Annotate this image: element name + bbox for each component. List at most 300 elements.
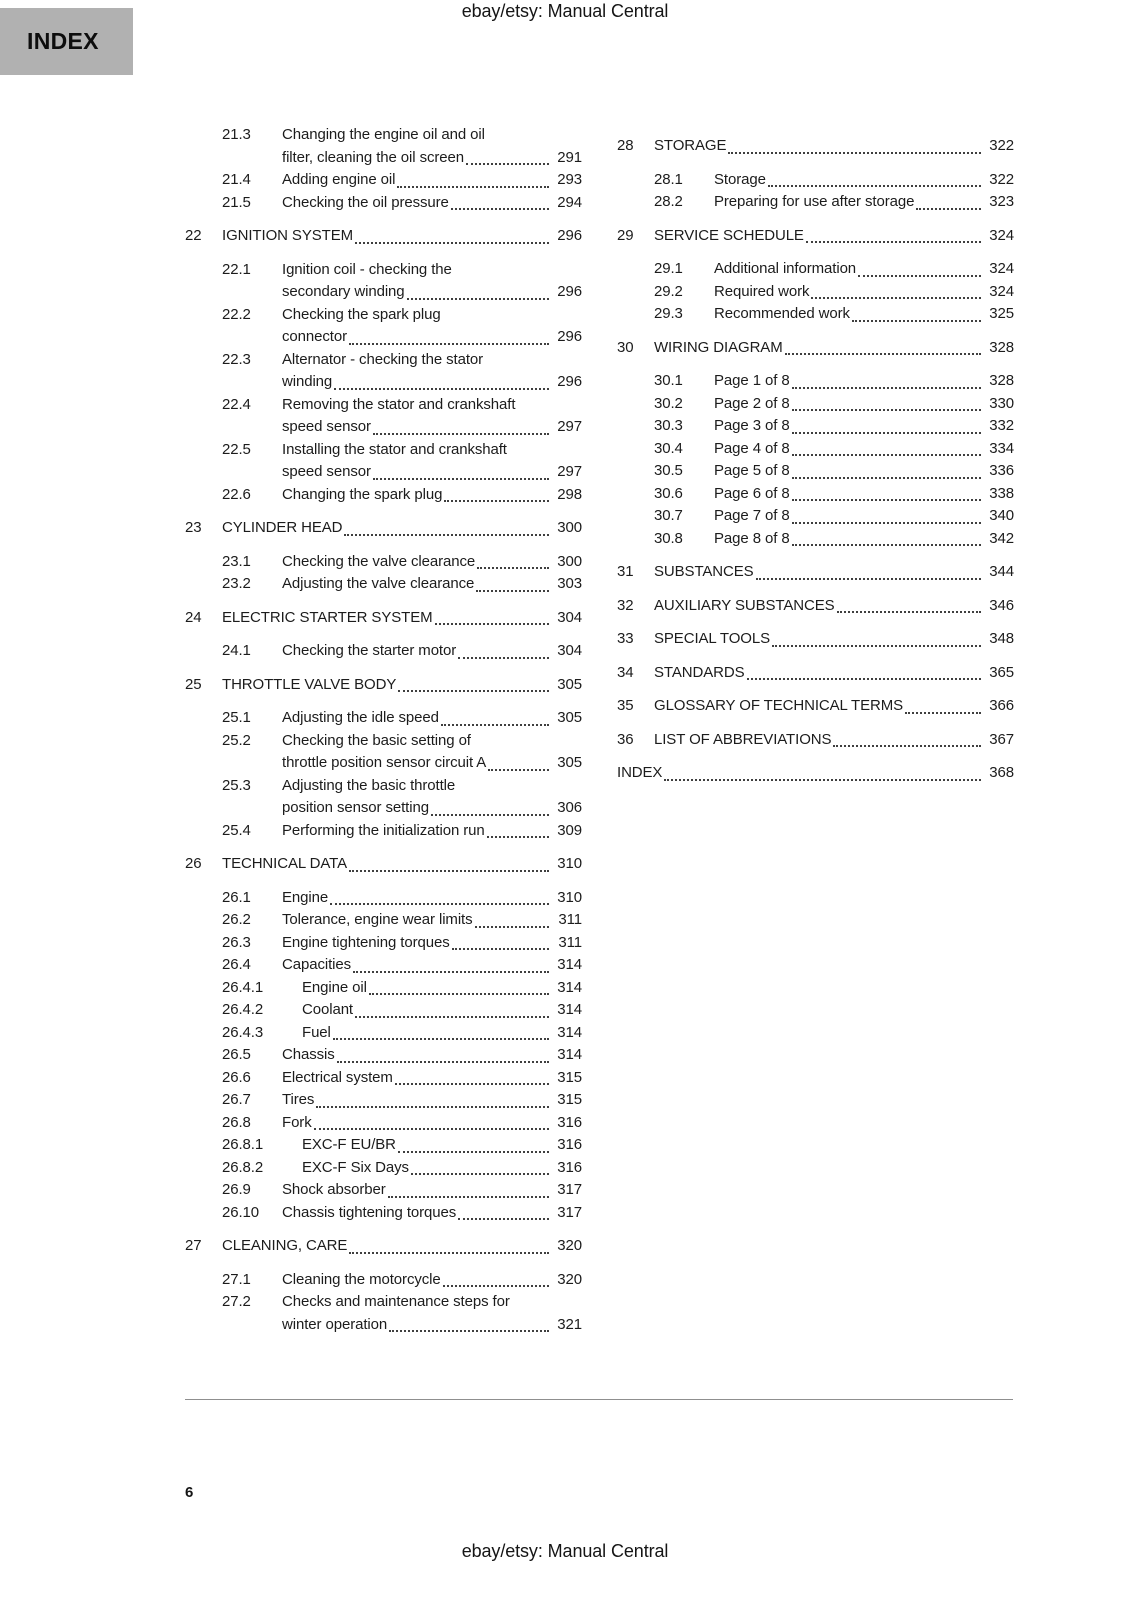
toc-entry-text: position sensor setting (282, 799, 429, 816)
toc-entry-lastline (282, 1067, 582, 1090)
toc-entry-lastline (282, 909, 582, 932)
toc-entry-body (282, 954, 582, 977)
toc-entry-row (185, 573, 582, 596)
toc-entry-page: 314 (557, 1046, 582, 1063)
toc-entry-body (654, 561, 1014, 584)
toc-entry-page: 297 (557, 418, 582, 435)
toc-entry-number: 27.2 (222, 1293, 251, 1310)
dot-leader (349, 870, 549, 872)
toc-entry-lastline (222, 1235, 582, 1258)
toc-entry-number: 26.4.1 (222, 978, 264, 996)
toc-entry-row (185, 484, 582, 507)
toc-entry-number: 26.4 (222, 956, 251, 973)
toc-entry-page: 328 (989, 372, 1014, 389)
toc-entry-text: Recommended work (714, 305, 850, 322)
toc-entry-page: 300 (557, 552, 582, 570)
toc-entry-lastline (714, 483, 1014, 506)
toc-entry-page: 321 (557, 1315, 582, 1333)
dot-leader (407, 298, 549, 300)
toc-entry-number: 26.10 (222, 1203, 260, 1221)
toc-entry-page: 293 (557, 171, 582, 188)
toc-entry-text: Adjusting the basic throttle (282, 776, 456, 794)
toc-entry-text: speed sensor (282, 463, 371, 480)
dot-leader (334, 388, 549, 390)
toc-entry-page: 332 (989, 417, 1014, 434)
dot-leader (476, 590, 549, 592)
toc-entry-row (185, 124, 582, 169)
toc-entry-number: 21.4 (222, 171, 251, 188)
toc-entry-number: 26.3 (222, 933, 251, 951)
dot-leader (397, 186, 549, 188)
toc-entry-row (185, 954, 582, 977)
dot-leader (452, 948, 549, 950)
toc-entry-text: connector (282, 328, 347, 345)
toc-entry-page: 314 (557, 1023, 582, 1041)
toc-entry-page: 368 (989, 764, 1014, 781)
toc-entry-number: 23 (185, 519, 202, 536)
toc-entry-text: winter operation (282, 1315, 388, 1333)
toc-entry-text: CYLINDER HEAD (222, 519, 343, 536)
toc-entry-lastline (654, 225, 1014, 248)
toc-entry-page: 316 (557, 1113, 582, 1131)
toc-entry-row (617, 303, 1014, 326)
toc-entry-body (654, 729, 1014, 752)
toc-entry-page: 300 (557, 519, 582, 536)
toc-entry-lastline (654, 628, 1014, 651)
toc-entry-page: 296 (557, 373, 582, 390)
toc-entry-row (185, 1202, 582, 1225)
toc-entry-number: 22.6 (222, 485, 251, 503)
toc-entry-page: 305 (557, 754, 582, 771)
toc-entry-lastline (282, 147, 582, 170)
toc-entry-body (282, 730, 582, 775)
toc-entry-number: 26.6 (222, 1068, 251, 1086)
toc-entry-body (222, 607, 582, 630)
dot-leader (395, 1083, 549, 1085)
dot-leader (768, 185, 981, 187)
toc-entry-page: 314 (557, 978, 582, 996)
dot-leader (792, 522, 981, 524)
toc-entry-body (222, 674, 582, 697)
toc-entry-body (282, 124, 582, 169)
toc-entry-number: 30.1 (654, 372, 683, 389)
dot-leader (314, 1128, 549, 1130)
toc-entry-lastline (617, 762, 1014, 785)
toc-entry-text: Required work (714, 282, 810, 300)
toc-entry-lastline (302, 999, 582, 1022)
page-header-title: ebay/etsy: Manual Central (461, 1, 669, 21)
dot-leader (785, 353, 981, 355)
toc-entry-lastline (222, 225, 582, 248)
toc-entry-lastline (282, 461, 582, 484)
toc-entry-text: Engine oil (302, 978, 367, 996)
toc-entry-row (185, 707, 582, 730)
toc-entry-body (282, 1157, 582, 1180)
toc-entry-lastline (302, 1022, 582, 1045)
toc-entry-body (282, 573, 582, 596)
toc-entry-number: 36 (617, 730, 634, 748)
toc-entry-lastline (714, 303, 1014, 326)
toc-entry-row (617, 393, 1014, 416)
toc-entry-page: 325 (989, 305, 1014, 322)
toc-entry-row (617, 528, 1014, 551)
dot-leader (337, 1061, 549, 1063)
toc-entry-body (282, 820, 582, 843)
toc-entry-lastline (302, 1157, 582, 1180)
toc-entry-number: 30.2 (654, 394, 683, 412)
toc-entry-body (654, 225, 1014, 248)
toc-entry-text: CLEANING, CARE (222, 1237, 348, 1254)
toc-entry-number: 26.9 (222, 1181, 251, 1198)
toc-entry-number: 34 (617, 663, 634, 681)
toc-chapter-row (617, 729, 1014, 752)
toc-entry-number: 27.1 (222, 1270, 251, 1288)
dot-leader (772, 645, 981, 647)
toc-entry-lastline (654, 135, 1014, 158)
toc-entry-text: STORAGE (654, 137, 727, 154)
toc-entry-text: STANDARDS (654, 663, 745, 681)
toc-entry-page: 336 (989, 462, 1014, 479)
toc-entry-lastline (714, 191, 1014, 214)
toc-entry-page: 314 (557, 956, 582, 973)
toc-entry-body (714, 258, 1014, 281)
toc-entry-text: Fuel (302, 1023, 331, 1041)
toc-entry-lastline (282, 326, 582, 349)
toc-entry-number: 25.3 (222, 776, 251, 794)
dot-leader (792, 544, 981, 546)
toc-entry-number: 30.8 (654, 529, 683, 547)
toc-entry-body (282, 932, 582, 955)
dot-leader (369, 993, 549, 995)
toc-entry-body (282, 1134, 582, 1157)
dot-leader (443, 1285, 549, 1287)
toc-entry-number: 25.4 (222, 821, 251, 839)
toc-entry-row (185, 640, 582, 663)
toc-entry-number: 30.5 (654, 462, 683, 479)
toc-entry-text: Installing the stator and crankshaft (282, 440, 507, 458)
toc-entry-number: 28.2 (654, 193, 683, 210)
toc-entry-body (282, 999, 582, 1022)
toc-entry-body (282, 1202, 582, 1225)
toc-entry-number: 25.2 (222, 731, 251, 749)
toc-entry-lastline (654, 695, 1014, 718)
toc-entry-text: Cleaning the motorcycle (282, 1270, 441, 1288)
dot-leader (373, 478, 549, 480)
toc-entry-text: INDEX (617, 764, 663, 781)
toc-entry-text: SERVICE SCHEDULE (654, 226, 804, 244)
toc-entry-text: Changing the engine oil and oil (282, 126, 485, 143)
toc-entry-row (185, 1291, 582, 1336)
toc-entry-lastline (714, 370, 1014, 393)
footer-divider (185, 1399, 1013, 1400)
toc-entry-lastline (302, 1134, 582, 1157)
toc-entry-page: 305 (557, 675, 582, 693)
toc-entry-number: 29.3 (654, 305, 683, 322)
toc-entry-text: Performing the initialization run (282, 821, 485, 839)
toc-entry-number: 21.5 (222, 193, 251, 211)
toc-entry-body (654, 337, 1014, 360)
toc-entry-row (185, 1134, 582, 1157)
toc-entry-number: 32 (617, 596, 634, 614)
toc-entry-lastline (282, 752, 582, 775)
toc-entry-page: 305 (557, 709, 582, 726)
toc-entry-text: Alternator - checking the stator (282, 350, 484, 368)
toc-entry-page: 328 (989, 338, 1014, 356)
toc-entry-number: 31 (617, 563, 634, 580)
toc-entry-lastline (282, 820, 582, 843)
toc-entry-lastline (714, 505, 1014, 528)
toc-entry-row (617, 281, 1014, 304)
toc-entry-lastline (222, 607, 582, 630)
toc-entry-body (714, 415, 1014, 438)
toc-entry-text: Tolerance, engine wear limits (282, 911, 473, 928)
toc-entry-body (714, 169, 1014, 192)
toc-entry-number: 35 (617, 697, 634, 714)
toc-chapter-row (185, 607, 582, 630)
toc-entry-page: 303 (557, 575, 582, 592)
toc-entry-text: Checking the starter motor (282, 642, 457, 659)
toc-chapter-row (617, 337, 1014, 360)
toc-entry-page: 324 (989, 260, 1014, 277)
toc-entry-row (185, 1269, 582, 1292)
toc-entry-row (617, 483, 1014, 506)
toc-entry-lastline (282, 416, 582, 439)
toc-entry-body (617, 762, 1014, 785)
toc-entry-row (617, 370, 1014, 393)
toc-entry-row (185, 349, 582, 394)
toc-entry-row (185, 932, 582, 955)
toc-entry-number: 30 (617, 338, 634, 356)
toc-entry-body (282, 169, 582, 192)
dot-leader (435, 623, 549, 625)
toc-entry-number: 22.4 (222, 395, 251, 413)
toc-entry-text: Engine (282, 888, 329, 906)
toc-entry-number: 27 (185, 1237, 202, 1254)
toc-column-right (617, 124, 1014, 796)
toc-entry-text: AUXILIARY SUBSTANCES (654, 596, 835, 614)
toc-entry-lastline (714, 393, 1014, 416)
dot-leader (388, 1196, 549, 1198)
toc-entry-page: 324 (989, 226, 1014, 244)
toc-entry-lastline (714, 415, 1014, 438)
toc-entry-lastline (282, 1044, 582, 1067)
toc-entry-text: Page 7 of 8 (714, 507, 790, 524)
toc-entry-lastline (222, 853, 582, 876)
toc-entry-lastline (282, 954, 582, 977)
toc-entry-page: 348 (989, 630, 1014, 647)
toc-entry-number: 22 (185, 227, 202, 244)
index-tab (0, 8, 133, 75)
toc-entry-number: 28 (617, 137, 634, 154)
toc-entry-row (617, 258, 1014, 281)
toc-entry-number: 29 (617, 226, 634, 244)
dot-leader (349, 343, 549, 345)
toc-entry-text: Checking the spark plug (282, 305, 441, 323)
toc-entry-text: speed sensor (282, 418, 371, 435)
toc-entry-text: Checking the oil pressure (282, 193, 449, 211)
toc-entry-body (282, 909, 582, 932)
toc-entry-text: Chassis (282, 1046, 335, 1063)
toc-entry-lastline (282, 573, 582, 596)
toc-entry-page: 315 (557, 1068, 582, 1086)
toc-entry-row (185, 169, 582, 192)
toc-entry-row (617, 169, 1014, 192)
toc-entry-page: 309 (557, 821, 582, 839)
dot-leader (756, 578, 981, 580)
dot-leader (792, 387, 981, 389)
toc-entry-lastline (282, 707, 582, 730)
dot-leader (398, 1151, 549, 1153)
toc-entry-body (654, 135, 1014, 158)
toc-entry-lastline (714, 528, 1014, 551)
dot-leader (431, 814, 549, 816)
toc-chapter-row (185, 853, 582, 876)
toc-entry-page: 367 (989, 730, 1014, 748)
toc-entry-row (617, 191, 1014, 214)
toc-entry-page: 317 (557, 1181, 582, 1198)
toc-entry-page: 338 (989, 484, 1014, 502)
toc-entry-number: 29.2 (654, 282, 683, 300)
toc-entry-body (714, 460, 1014, 483)
toc-entry-page: 296 (557, 227, 582, 244)
toc-entry-number: 26.8.1 (222, 1136, 264, 1153)
toc-chapter-row (617, 135, 1014, 158)
toc-entry-body (282, 394, 582, 439)
toc-entry-number: 24.1 (222, 642, 251, 659)
toc-entry-body (714, 505, 1014, 528)
toc-entry-row (185, 439, 582, 484)
toc-entry-page: 310 (557, 855, 582, 872)
toc-chapter-row (185, 225, 582, 248)
toc-entry-body (282, 977, 582, 1000)
toc-entry-page: 334 (989, 439, 1014, 457)
toc-entry-lastline (282, 1179, 582, 1202)
toc-entry-page: 323 (989, 193, 1014, 210)
toc-entry-body (222, 517, 582, 540)
dot-leader (792, 499, 981, 501)
toc-entry-body (714, 370, 1014, 393)
toc-entry-number: 24 (185, 608, 202, 626)
toc-entry-body (282, 349, 582, 394)
toc-entry-row (617, 415, 1014, 438)
dot-leader (837, 611, 981, 613)
dot-leader (466, 163, 549, 165)
toc-entry-text: Page 5 of 8 (714, 462, 790, 479)
toc-entry-page: 342 (989, 529, 1014, 547)
dot-leader (806, 241, 981, 243)
dot-leader (792, 454, 981, 456)
toc-entry-text: Ignition coil - checking the (282, 260, 452, 278)
toc-entry-number: 26 (185, 855, 202, 872)
toc-entry-page: 296 (557, 283, 582, 300)
toc-entry-text: Tires (282, 1091, 315, 1108)
toc-chapter-row (185, 1235, 582, 1258)
toc-entry-text: Storage (714, 170, 766, 188)
toc-entry-row (185, 551, 582, 574)
toc-entry-body (714, 438, 1014, 461)
toc-entry-lastline (714, 258, 1014, 281)
toc-entry-page: 346 (989, 596, 1014, 614)
toc-entry-text: Page 2 of 8 (714, 394, 790, 412)
toc-entry-number: 26.8 (222, 1113, 251, 1131)
toc-entry-lastline (654, 595, 1014, 618)
toc-entry-number: 25 (185, 675, 202, 693)
toc-entry-page: 310 (557, 888, 582, 906)
toc-entry-number: 23.1 (222, 552, 251, 570)
toc-entry-lastline (282, 932, 582, 955)
toc-entry-body (282, 1044, 582, 1067)
toc-entry-body (282, 1179, 582, 1202)
toc-entry-body (282, 484, 582, 507)
toc-entry-text: TECHNICAL DATA (222, 855, 348, 872)
toc-entry-lastline (654, 729, 1014, 752)
toc-entry-text: Page 4 of 8 (714, 439, 790, 457)
toc-entry-page: 344 (989, 563, 1014, 580)
toc-entry-text: Electrical system (282, 1068, 393, 1086)
dot-leader (411, 1173, 549, 1175)
toc-entry-text: Shock absorber (282, 1181, 386, 1198)
toc-entry-page: 320 (557, 1237, 582, 1254)
toc-entry-text: EXC-F Six Days (302, 1158, 409, 1176)
toc-entry-page: 291 (557, 148, 582, 166)
dot-leader (487, 836, 549, 838)
dot-leader (833, 745, 981, 747)
toc-entry-text: ELECTRIC STARTER SYSTEM (222, 608, 433, 626)
toc-chapter-row (185, 517, 582, 540)
toc-entry-page: 322 (989, 170, 1014, 188)
toc-entry-row (185, 304, 582, 349)
toc-entry-text: Changing the spark plug (282, 485, 443, 503)
toc-entry-body (714, 393, 1014, 416)
dot-leader (458, 1218, 549, 1220)
toc-entry-number: 26.5 (222, 1046, 251, 1063)
toc-entry-page: 297 (557, 463, 582, 480)
toc-entry-row (185, 977, 582, 1000)
toc-chapter-row (617, 225, 1014, 248)
toc-entry-body (282, 1112, 582, 1135)
toc-entry-lastline (282, 371, 582, 394)
toc-entry-page: 304 (557, 642, 582, 659)
toc-entry-text: Chassis tightening torques (282, 1203, 457, 1221)
toc-entry-row (185, 1044, 582, 1067)
toc-entry-text: Page 6 of 8 (714, 484, 790, 502)
toc-entry-lastline (282, 1269, 582, 1292)
toc-entry-text: Page 1 of 8 (714, 372, 790, 389)
toc-entry-page: 320 (557, 1270, 582, 1288)
toc-entry-body (282, 640, 582, 663)
toc-entry-page: 296 (557, 328, 582, 345)
dot-leader (355, 1016, 549, 1018)
toc-entry-text: Checking the valve clearance (282, 552, 476, 570)
toc-entry-page: 324 (989, 282, 1014, 300)
toc-entry-body (282, 1022, 582, 1045)
toc-entry-row (185, 820, 582, 843)
toc-entry-row (185, 1067, 582, 1090)
toc-entry-body (282, 259, 582, 304)
toc-entry-page: 340 (989, 507, 1014, 524)
dot-leader (373, 433, 549, 435)
toc-entry-row (617, 460, 1014, 483)
toc-entry-lastline (282, 551, 582, 574)
toc-entry-body (282, 887, 582, 910)
toc-entry-text: Engine tightening torques (282, 933, 450, 951)
toc-entry-body (282, 1269, 582, 1292)
toc-entry-text: Removing the stator and crankshaft (282, 395, 516, 413)
toc-entry-page: 365 (989, 663, 1014, 681)
dot-leader (488, 769, 549, 771)
dot-leader (664, 779, 981, 781)
toc-entry-lastline (302, 977, 582, 1000)
